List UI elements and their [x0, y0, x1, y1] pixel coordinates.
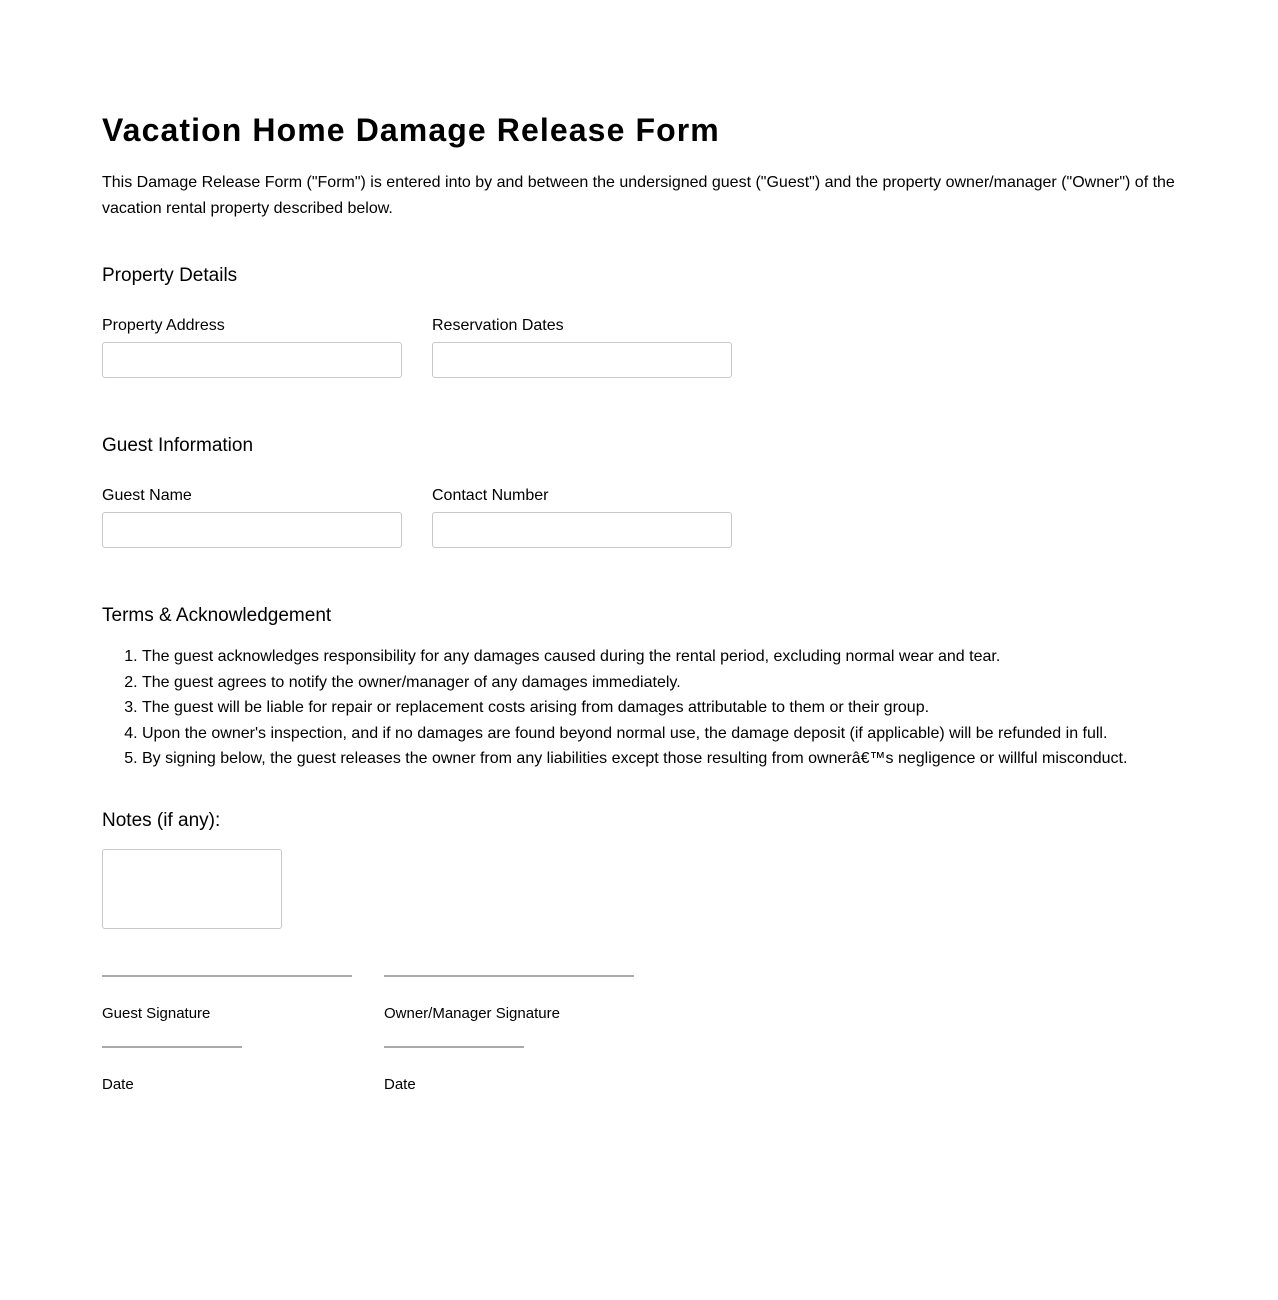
- reservation-dates-field: [432, 316, 732, 378]
- property-address-label: Property Address: [102, 317, 225, 334]
- guest-information-section: [102, 434, 1278, 548]
- guest-information-heading: Guest Information: [102, 435, 254, 456]
- guest-name-input[interactable]: [102, 512, 402, 548]
- notes-textarea[interactable]: [102, 849, 282, 929]
- terms-item: 3. The guest will be liable for repair or replacement costs arising from damages attributable to them or their group.: [142, 695, 1278, 721]
- owner-signature-line[interactable]: [384, 975, 634, 977]
- signature-section: [102, 929, 1278, 1109]
- contact-number-label: Contact Number: [432, 487, 549, 504]
- reservation-dates-input[interactable]: [432, 342, 732, 378]
- reservation-dates-label: Reservation Dates: [432, 317, 564, 334]
- guest-date-label: Date: [102, 1075, 134, 1093]
- notes-section: [102, 809, 1278, 929]
- terms-section: [102, 604, 1278, 772]
- property-details-heading: Property Details: [102, 265, 238, 286]
- guest-date-line[interactable]: [102, 1046, 242, 1048]
- intro-paragraph: This Damage Release Form ("Form") is entered into by and between the undersigned guest ("Guest") and the property owner/manager ("Owner") of the vacation rental property described below.: [102, 174, 1175, 217]
- guest-name-field: [102, 486, 402, 548]
- guest-signature-label: Guest Signature: [102, 1004, 211, 1022]
- property-address-field: [102, 316, 402, 378]
- terms-heading: Terms & Acknowledgement: [102, 605, 332, 626]
- terms-item: 1. The guest acknowledges responsibility for any damages caused during the rental period, excluding normal wear and tear.: [142, 644, 1278, 670]
- property-details-section: [102, 264, 1278, 378]
- property-details-fields: [102, 316, 1278, 378]
- contact-number-field: [432, 486, 732, 548]
- owner-signature-label: Owner/Manager Signature: [384, 1004, 560, 1022]
- terms-item: 5. By signing below, the guest releases the owner from any liabilities except those resulting from ownerâ€™s negligence or willful misconduct.: [142, 746, 1278, 772]
- notes-heading: Notes (if any):: [102, 809, 221, 831]
- terms-item: 2. The guest agrees to notify the owner/manager of any damages immediately.: [142, 670, 1278, 696]
- owner-date-line[interactable]: [384, 1046, 524, 1048]
- property-address-input[interactable]: [102, 342, 402, 378]
- terms-item: 4. Upon the owner's inspection, and if no damages are found beyond normal use, the damage deposit (if applicable) will be refunded in full.: [142, 721, 1278, 747]
- page-title: Vacation Home Damage Release Form: [102, 112, 720, 148]
- contact-number-input[interactable]: [432, 512, 732, 548]
- owner-date-label: Date: [384, 1075, 416, 1093]
- guest-name-label: Guest Name: [102, 487, 192, 504]
- guest-information-fields: [102, 486, 1278, 548]
- terms-list: [102, 644, 1278, 772]
- guest-signature-line[interactable]: [102, 975, 352, 977]
